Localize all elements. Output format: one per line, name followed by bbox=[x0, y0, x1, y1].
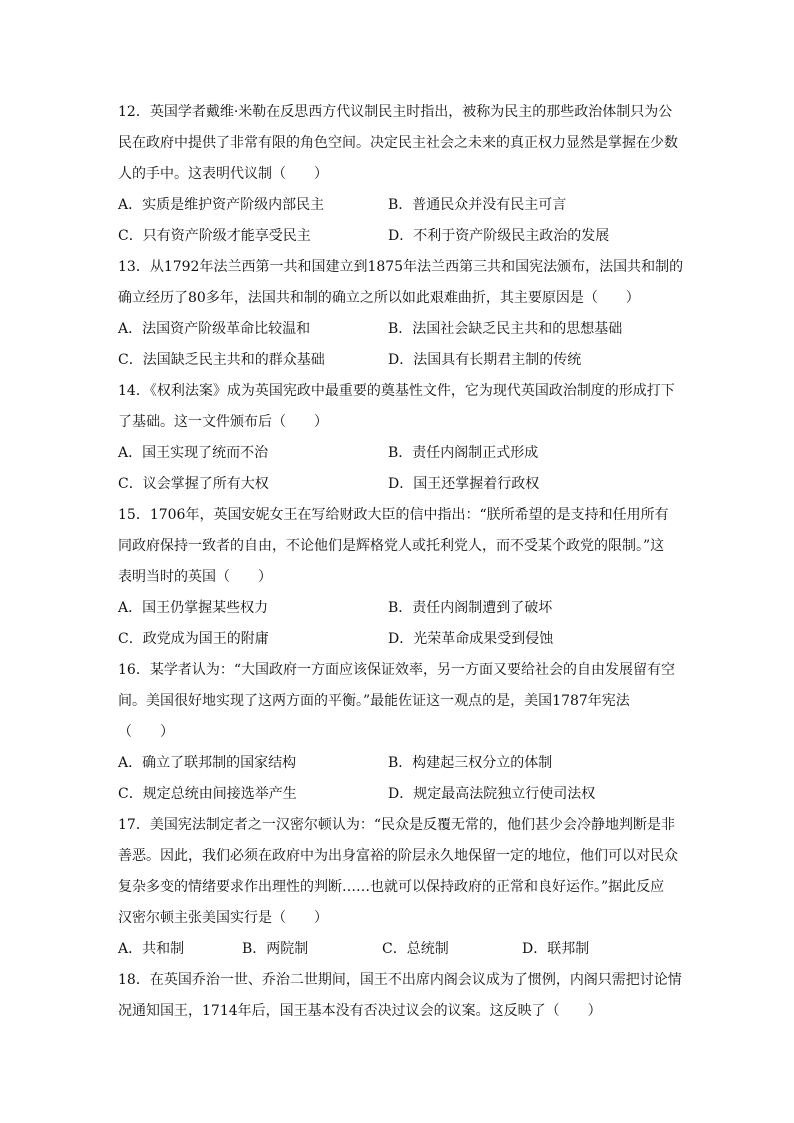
options-row bbox=[118, 593, 678, 624]
option-d[interactable]: D．规定最高法院独立行使司法权 bbox=[388, 786, 596, 802]
question-text-line: 人的手中。这表明代议制（ ） bbox=[118, 166, 328, 182]
question-text-line: 17．美国宪法制定者之一汉密尔顿认为：“民众是反覆无常的，他们甚少会冷静地判断是非 bbox=[118, 817, 675, 833]
question-list bbox=[118, 97, 684, 1027]
option-b[interactable]: B．构建起三权分立的体制 bbox=[388, 755, 553, 771]
option-b[interactable]: B．普通民众并没有民主可言 bbox=[388, 197, 567, 213]
option-a[interactable]: A．国王实现了统而不治 bbox=[118, 445, 269, 461]
question-17 bbox=[118, 810, 678, 965]
options-row bbox=[118, 314, 678, 345]
option-c[interactable]: C．政党成为国王的附庸 bbox=[118, 631, 269, 647]
options-row bbox=[118, 469, 678, 500]
question-text-line: 复杂多变的情绪要求作出理性的判断……也就可以保持政府的正常和良好运作。”据此反应 bbox=[118, 879, 665, 895]
question-text-line: 12．英国学者戴维·米勒在反思西方代议制民主时指出，被称为民主的那些政治体制只为公 bbox=[118, 104, 673, 120]
question-14 bbox=[118, 376, 678, 500]
option-d[interactable]: D．联邦制 bbox=[522, 941, 590, 957]
question-text-line: 16．某学者认为：“大国政府一方面应该保证效率，另一方面又要给社会的自由发展留有空 bbox=[118, 662, 675, 678]
option-d[interactable]: D．法国具有长期君主制的传统 bbox=[388, 352, 582, 368]
question-16 bbox=[118, 655, 678, 810]
option-b[interactable]: B．责任内阁制正式形成 bbox=[388, 445, 539, 461]
option-b[interactable]: B．法国社会缺乏民主共和的思想基础 bbox=[388, 321, 623, 337]
question-text-line: 13．从1792年法兰西第一共和国建立到1875年法兰西第三共和国宪法颁布，法国共和制的 bbox=[118, 259, 684, 275]
question-text-line: 间。美国很好地实现了这两方面的平衡。”最能佐证这一观点的是，美国1787年宪法 bbox=[118, 693, 630, 709]
question-18 bbox=[118, 965, 682, 1027]
question-text-line: 了基础。这一文件颁布后（ ） bbox=[118, 414, 328, 430]
options-row bbox=[118, 221, 678, 252]
option-a[interactable]: A．确立了联邦制的国家结构 bbox=[118, 755, 297, 771]
option-c[interactable]: C．议会掌握了所有大权 bbox=[118, 476, 269, 492]
option-a[interactable]: A．共和制 bbox=[118, 941, 185, 957]
option-d[interactable]: D．国王还掌握着行政权 bbox=[388, 476, 540, 492]
question-text-line: 表明当时的英国（ ） bbox=[118, 569, 272, 585]
option-d[interactable]: D．光荣革命成果受到侵蚀 bbox=[388, 631, 554, 647]
options-row bbox=[118, 934, 678, 965]
option-a[interactable]: A．法国资产阶级革命比较温和 bbox=[118, 321, 311, 337]
option-d[interactable]: D．不利于资产阶级民主政治的发展 bbox=[388, 228, 610, 244]
question-text-line: 民在政府中提供了非常有限的角色空间。决定民主社会之未来的真正权力显然是掌握在少数 bbox=[118, 135, 678, 151]
question-text-line: 14．《权利法案》成为英国宪政中最重要的奠基性文件，它为现代英国政治制度的形成打下 bbox=[118, 383, 675, 399]
options-row bbox=[118, 624, 678, 655]
option-b[interactable]: B．两院制 bbox=[242, 941, 309, 957]
question-text-line: 善恶。因此，我们必须在政府中为出身富裕的阶层永久地保留一定的地位，他们可以对民众 bbox=[118, 848, 678, 864]
question-text-line: 况通知国王，1714年后，国王基本没有否决过议会的议案。这反映了（ ） bbox=[118, 1003, 602, 1019]
option-b[interactable]: B．责任内阁制遭到了破坏 bbox=[388, 600, 553, 616]
options-row bbox=[118, 779, 678, 810]
question-text-line: 汉密尔顿主张美国实行是（ ） bbox=[118, 910, 328, 926]
options-row bbox=[118, 748, 678, 779]
options-row bbox=[118, 345, 678, 376]
question-text-line: 15．1706年，英国安妮女王在写给财政大臣的信中指出：“朕所希望的是支持和任用所有 bbox=[118, 507, 669, 523]
option-c[interactable]: C．法国缺乏民主共和的群众基础 bbox=[118, 352, 325, 368]
question-12 bbox=[118, 97, 678, 252]
question-13 bbox=[118, 252, 684, 376]
question-text-line: 同政府保持一致者的自由，不论他们是辉格党人或托利党人，而不受某个政党的限制。”这 bbox=[118, 538, 665, 554]
options-row bbox=[118, 438, 678, 469]
question-text-line: 确立经历了80多年，法国共和制的确立之所以如此艰难曲折，其主要原因是（ ） bbox=[118, 290, 640, 306]
question-15 bbox=[118, 500, 678, 655]
options-row bbox=[118, 190, 678, 221]
option-c[interactable]: C．只有资产阶级才能享受民主 bbox=[118, 228, 311, 244]
option-a[interactable]: A．实质是维护资产阶级内部民主 bbox=[118, 197, 325, 213]
option-c[interactable]: C．规定总统由间接选举产生 bbox=[118, 786, 297, 802]
option-a[interactable]: A．国王仍掌握某些权力 bbox=[118, 600, 269, 616]
question-text-line: 18．在英国乔治一世、乔治二世期间，国王不出席内阁会议成为了惯例，内阁只需把讨论情 bbox=[118, 972, 682, 988]
question-text-line: （ ） bbox=[118, 724, 174, 740]
option-c[interactable]: C．总统制 bbox=[382, 941, 449, 957]
